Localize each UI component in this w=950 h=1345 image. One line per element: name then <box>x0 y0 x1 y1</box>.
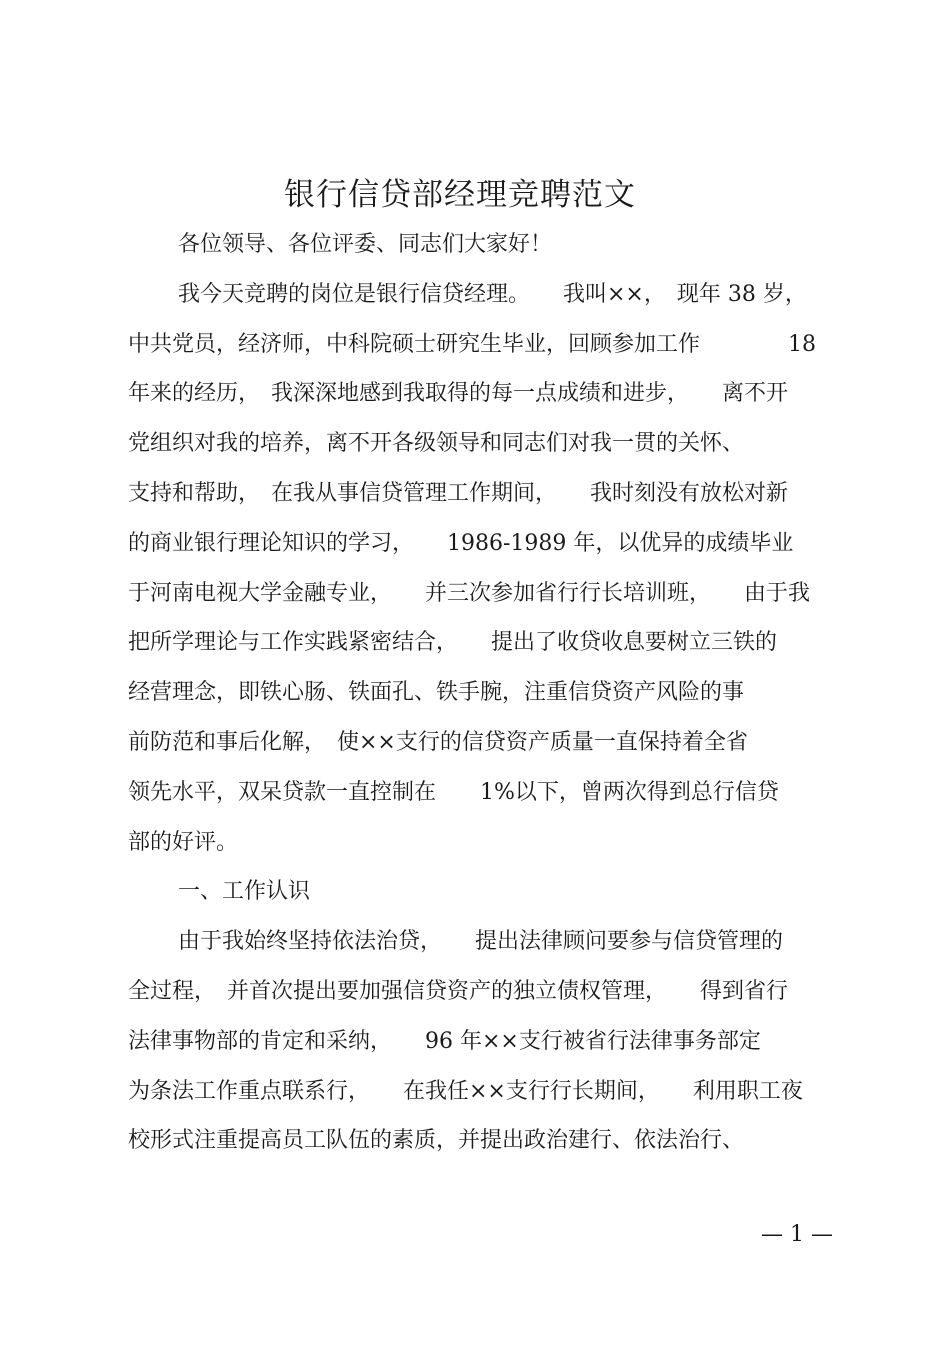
body-line-12: 部的好评。 <box>128 830 239 855</box>
page-number: — 1 — <box>761 1222 833 1247</box>
body-line-14: 全过程， 并首次提出要加强信贷资产的独立债权管理， 得到省行 <box>128 979 789 1004</box>
greeting-line: 各位领导、各位评委、同志们大家好！ <box>178 232 553 257</box>
body-line-2: 中共党员，经济师，中科院硕士研究生毕业，回顾参加工作 18 <box>128 332 816 357</box>
body-line-16: 为条法工作重点联系行， 在我任××支行行长期间， 利用职工夜 <box>128 1079 803 1104</box>
body-line-9: 经营理念，即铁心肠、铁面孔、铁手腕，注重信贷资产风险的事 <box>128 680 745 705</box>
section-heading: 一、工作认识 <box>178 879 311 904</box>
body-line-3: 年来的经历， 我深深地感到我取得的每一点成绩和进步， 离不开 <box>128 381 789 406</box>
body-line-15: 法律事物部的肯定和采纳， 96 年××支行被省行法律事务部定 <box>128 1029 761 1054</box>
document-title: 银行信贷部经理竞聘范文 <box>284 177 636 213</box>
body-line-10: 前防范和事后化解， 使××支行的信贷资产质量一直保持着全省 <box>128 730 748 755</box>
body-line-7: 于河南电视大学金融专业， 并三次参加省行行长培训班， 由于我 <box>128 581 811 606</box>
body-line-11: 领先水平，双呆贷款一直控制在 1%以下，曾两次得到总行信贷 <box>128 780 779 805</box>
body-line-4: 党组织对我的培养，离不开各级领导和同志们对我一贯的关怀、 <box>128 431 745 456</box>
body-line-8: 把所学理论与工作实践紧密结合， 提出了收贷收息要树立三铁的 <box>128 630 778 655</box>
body-line-13: 由于我始终坚持依法治贷， 提出法律顾问要参与信贷管理的 <box>178 929 784 954</box>
body-line-5: 支持和帮助， 在我从事信贷管理工作期间， 我时刻没有放松对新 <box>128 481 789 506</box>
body-line-6: 的商业银行理论知识的学习， 1986-1989 年，以优异的成绩毕业 <box>128 531 794 556</box>
body-line-17: 校形式注重提高员工队伍的素质，并提出政治建行、依法治行、 <box>128 1128 745 1153</box>
body-line-1: 我今天竞聘的岗位是银行信贷经理。 我叫××， 现年 38 岁， <box>178 282 807 307</box>
